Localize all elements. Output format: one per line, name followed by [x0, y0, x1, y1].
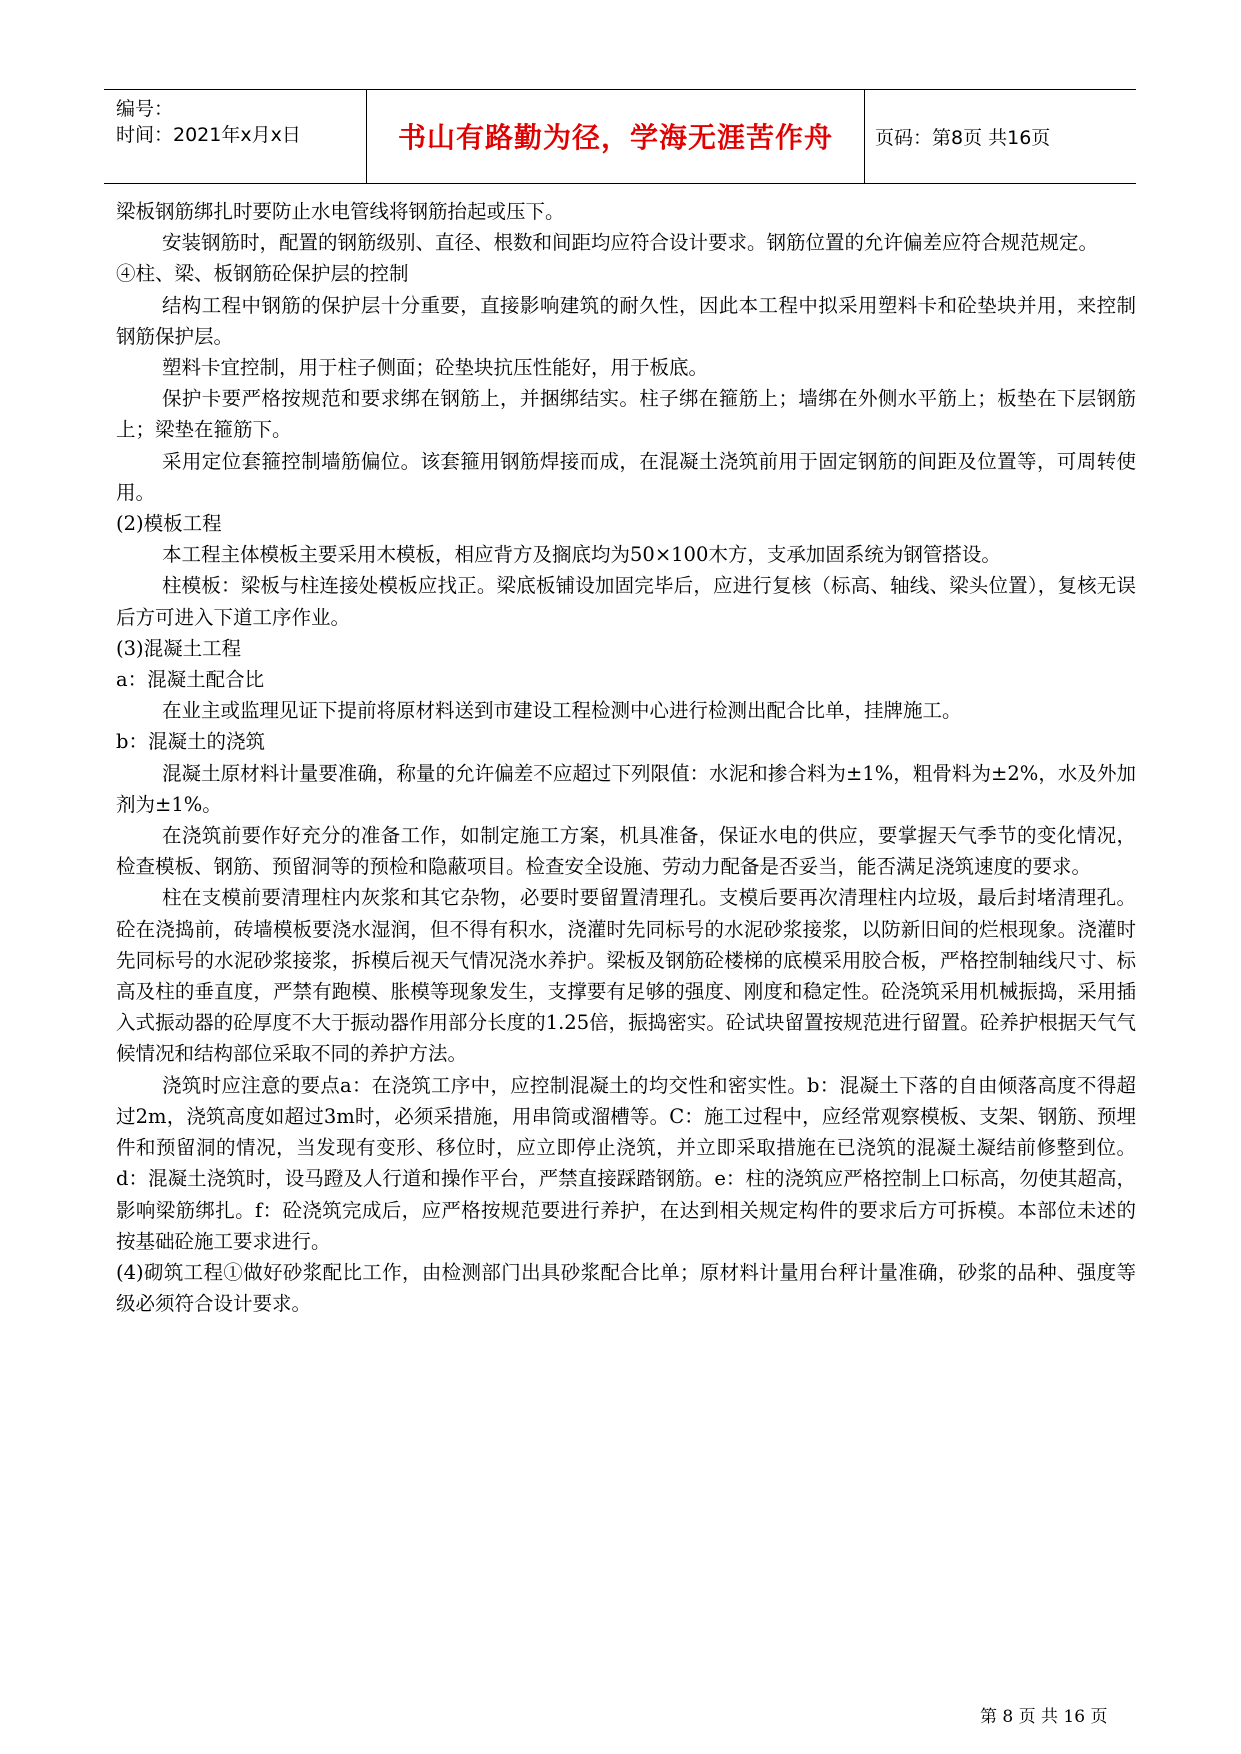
paragraph: 塑料卡宜控制，用于柱子侧面；砼垫块抗压性能好，用于板底。 [162, 356, 709, 380]
page-footer: 第 8 页 共 16 页 [980, 1707, 1108, 1727]
paragraph: 在浇筑前要作好充分的准备工作，如制定施工方案，机具准备，保证水电的供应，要掌握天气季节的变化情况，检查模板、钢筋、预留洞等的预检和隐蔽项目。检查安全设施、劳动力配备是否妥当，能否满足浇筑速度的要求。 [116, 824, 1136, 879]
paragraph: 本工程主体模板主要采用木模板，相应背方及搁底均为50×100木方，支承加固系统为钢管搭设。 [162, 543, 1001, 567]
paragraph: 安装钢筋时，配置的钢筋级别、直径、根数和间距均应符合设计要求。钢筋位置的允许偏差应符合规范规定。 [162, 231, 1099, 255]
paragraph: 混凝土原材料计量要准确，称量的允许偏差不应超过下列限值：水泥和掺合料为±1%，粗骨料为±2%，水及外加剂为±1%。 [116, 761, 1136, 816]
paragraph: 浇筑时应注意的要点a：在浇筑工序中，应控制混凝土的均交性和密实性。b：混凝土下落的自由倾落高度不得超过2m，浇筑高度如超过3m时，必须采措施，用串筒或溜槽等。C：施工过程中，应经常观察模板、支架、钢筋、预埋件和预留洞的情况，当发现有变形、移位时，应立即停止浇筑，并立即采取措施在已浇筑的混凝土凝结前修整到位。d：混凝土浇筑时，设马蹬及人行道和操作平台，严禁直接踩踏钢筋。e：柱的浇筑应严格控制上口标高，勿使其超高，影响梁筋绑扎。f：砼浇筑完成后，应严格按规范要进行养护，在达到相关规定构件的要求后方可拆模。本部位未述的按基础砼施工要求进行。 [116, 1073, 1136, 1253]
document-body [116, 196, 1136, 1319]
document-time-label: 时间：2021年x月x日 [116, 124, 301, 146]
page-header [104, 89, 1136, 184]
subsection-heading: b：混凝土的浇筑 [116, 730, 265, 754]
section-heading: (3)混凝土工程 [116, 636, 242, 660]
header-page-cell [865, 90, 1136, 183]
section-heading: (2)模板工程 [116, 512, 222, 536]
header-motto-cell [366, 90, 865, 183]
section-heading: (4)砌筑工程①做好砂浆配比工作，由检测部门出具砂浆配合比单；原材料计量用台秤计量准确，砂浆的品种、强度等级必须符合设计要求。 [116, 1260, 1136, 1316]
paragraph: 采用定位套箍控制墙筋偏位。该套箍用钢筋焊接而成，在混凝土浇筑前用于固定钢筋的间距及位置等，可周转使用。 [116, 449, 1136, 504]
document-code-label: 编号： [116, 98, 174, 120]
paragraph: 柱模板：梁板与柱连接处模板应找正。梁底板铺设加固完毕后，应进行复核（标高、轴线、梁头位置），复核无误后方可进入下道工序作业。 [116, 574, 1136, 629]
subsection-heading: a：混凝土配合比 [116, 668, 265, 692]
header-motto: 书山有路勤为径，学海无涯苦作舟 [397, 121, 833, 154]
paragraph: 保护卡要严格按规范和要求绑在钢筋上，并捆绑结实。柱子绑在箍筋上；墙绑在外侧水平筋上；板垫在下层钢筋上；梁垫在箍筋下。 [116, 387, 1136, 442]
header-page-number: 页码：第8页 共16页 [875, 127, 1051, 149]
paragraph: 结构工程中钢筋的保护层十分重要，直接影响建筑的耐久性，因此本工程中拟采用塑料卡和砼垫块并用，来控制钢筋保护层。 [116, 293, 1136, 348]
paragraph: 在业主或监理见证下提前将原材料送到市建设工程检测中心进行检测出配合比单，挂牌施工。 [162, 699, 962, 723]
section-heading: ④柱、梁、板钢筋砼保护层的控制 [116, 262, 409, 286]
header-info-cell [104, 90, 366, 183]
paragraph: 梁板钢筋绑扎时要防止水电管线将钢筋抬起或压下。 [116, 200, 565, 223]
paragraph: 柱在支模前要清理柱内灰浆和其它杂物，必要时要留置清理孔。支模后要再次清理柱内垃圾，最后封堵清理孔。砼在浇捣前，砖墙模板要浇水湿润，但不得有积水，浇灌时先同标号的水泥砂浆接浆，以防新旧间的烂根现象。浇灌时先同标号的水泥砂浆接浆，拆模后视天气情况浇水养护。梁板及钢筋砼楼梯的底模采用胶合板，严格控制轴线尺寸、标高及柱的垂直度，严禁有跑模、胀模等现象发生，支撑要有足够的强度、刚度和稳定性。砼浇筑采用机械振捣，采用插入式振动器的砼厚度不大于振动器作用部分长度的1.25倍，振捣密实。砼试块留置按规范进行留置。砼养护根据天气气候情况和结构部位采取不同的养护方法。 [116, 886, 1136, 1066]
